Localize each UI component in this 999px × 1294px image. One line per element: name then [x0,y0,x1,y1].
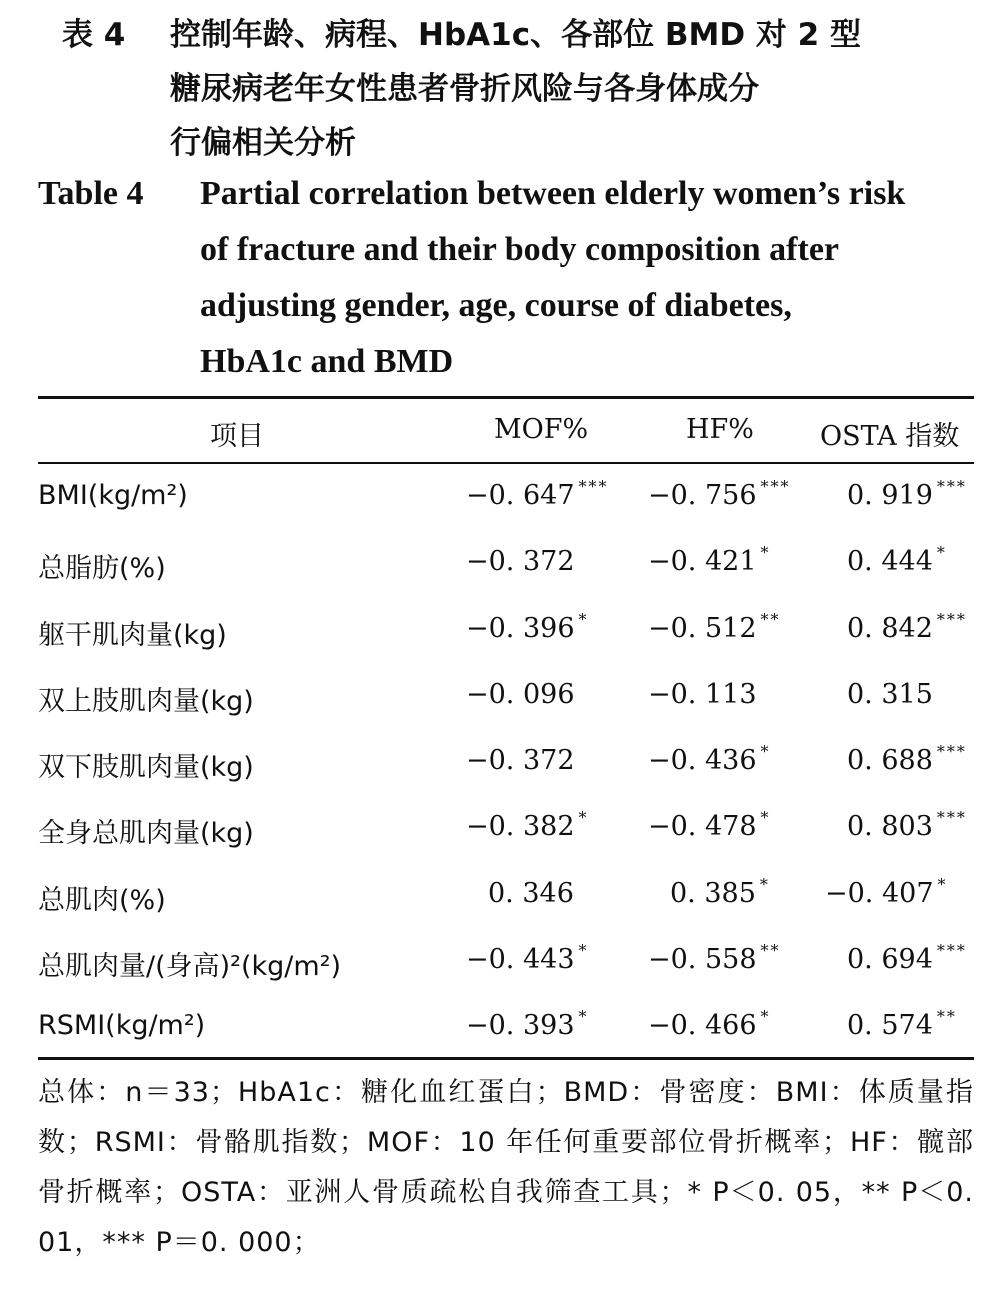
cell-hf-significance: * [760,543,771,563]
table-header-rule [38,462,974,464]
cell-mof [466,609,589,644]
cell-osta [847,477,967,511]
cell-osta-value: 0. 574 [847,1010,933,1042]
row-item-label: 双下肢肌肉量(kg) [38,752,254,784]
table-row [38,930,974,996]
cell-osta [847,679,937,710]
header-mof: MOF% [494,414,589,445]
cell-hf-significance: * [760,808,771,828]
cell-mof [466,546,579,577]
cell-hf-value: −0. 558 [648,944,757,976]
cell-hf-value: 0. 385 [670,877,756,909]
cell-hf-value: −0. 512 [648,612,757,644]
cell-osta-significance: * [937,874,948,894]
title-en-line-4: HbA1c and BMD [200,343,454,380]
row-item-label: 全身总肌肉量(kg) [38,818,254,850]
cell-mof-significance: *** [578,477,609,496]
cell-osta-value: 0. 444 [847,546,933,578]
cell-osta-significance: * [936,543,947,563]
title-en-line-3: adjusting gender, age, course of diabetes, [200,287,792,324]
cell-mof-value: −0. 443 [466,944,575,976]
cell-hf-significance: ** [760,941,781,961]
cell-hf [648,941,781,976]
row-item-label: 躯干肌肉量(kg) [38,619,227,651]
title-en-line-2: of fracture and their body composition after [200,231,840,268]
table-title-cn [62,8,861,170]
title-en-line-1: Partial correlation between elderly women’s risk [200,175,906,212]
cell-mof [466,808,589,843]
table-footnote: 总体：n＝33；HbA1c：糖化血红蛋白；BMD：骨密度：BMI：体质量指数；RSMI：骨骼肌指数；MOF：10 年任何重要部位骨折概率；HF：髋部骨折概率；OSTA：亚洲人骨质疏松自我筛查工具；* P＜0. 05，** P＜0. 01，*** P＝0. 000； [38,1077,974,1258]
cell-mof-value: −0. 372 [466,546,575,578]
row-item-label: BMI(kg/m²) [38,480,188,511]
cell-osta-significance: *** [936,808,967,828]
cell-hf-value: −0. 756 [648,480,757,511]
cell-osta [847,742,967,777]
row-item-label: 总肌肉量/(身高)²(kg/m²) [38,951,342,983]
cell-mof-value: 0. 346 [488,877,574,909]
cell-osta-significance: *** [936,941,967,961]
table-row [38,731,974,797]
cell-mof-value: −0. 647 [466,480,575,511]
title-cn-line-3: 行偏相关分析 [170,125,356,161]
table-row [38,797,974,863]
table-row [38,996,974,1062]
cell-osta-significance: *** [936,477,967,496]
cell-hf-value: −0. 421 [648,546,757,578]
cell-hf-value: −0. 466 [648,1010,757,1042]
title-cn-line-2: 糖尿病老年女性患者骨折风险与各身体成分 [170,71,759,107]
cell-osta-value: 0. 315 [847,678,933,710]
cell-mof-value: −0. 096 [466,678,575,710]
table-row [38,864,974,930]
table-header [38,402,974,460]
cell-osta [847,609,967,644]
cell-hf-significance: * [759,874,770,894]
cell-mof-significance: * [578,609,589,629]
cell-hf-significance: * [760,742,771,762]
cell-hf-significance: *** [760,477,791,496]
cell-osta [825,874,948,909]
row-item-label: 总脂肪(%) [38,553,166,585]
title-cn-line-1: 控制年龄、病程、HbA1c、各部位 BMD 对 2 型 [170,17,862,53]
cell-osta-significance: *** [936,609,967,629]
header-hf: HF% [686,414,754,445]
cell-osta [847,1007,957,1042]
cell-osta-value: 0. 919 [847,480,933,511]
cell-hf [648,679,761,710]
cell-osta-value: 0. 694 [847,944,933,976]
cell-hf [648,1007,771,1042]
cell-mof [466,1007,589,1042]
row-item-label: RSMI(kg/m²) [38,1010,206,1042]
row-item-label: 总肌肉(%) [38,884,166,916]
table-label-en: Table 4 [38,175,144,212]
cell-hf-value: −0. 478 [648,811,757,843]
table-title-en [38,166,988,390]
table-body [38,466,974,1063]
cell-mof [466,745,579,776]
cell-mof-significance: * [578,1007,589,1027]
cell-mof [488,878,578,909]
cell-mof-significance: * [578,941,589,961]
table-bottom-rule [38,1057,974,1060]
cell-osta-value: 0. 803 [847,811,933,843]
cell-osta-significance: *** [936,742,967,762]
table-row [38,665,974,731]
cell-hf [648,609,781,644]
cell-hf-value: −0. 113 [648,678,757,710]
cell-mof-value: −0. 396 [466,612,575,644]
table-row [38,466,974,532]
cell-mof-value: −0. 382 [466,811,575,843]
header-item: 项目 [210,421,264,452]
cell-hf [670,874,770,909]
cell-mof-significance: * [578,808,589,828]
table-label-cn: 表 4 [62,17,126,53]
cell-hf [648,477,791,511]
cell-hf-value: −0. 436 [648,745,757,777]
cell-hf [648,543,771,578]
cell-hf [648,808,771,843]
header-osta: OSTA 指数 [820,421,960,452]
table-row [38,599,974,665]
cell-mof [466,679,579,710]
cell-osta-significance: ** [936,1007,957,1027]
cell-osta-value: 0. 842 [847,612,933,644]
cell-osta [847,808,967,843]
cell-hf-significance: ** [760,609,781,629]
cell-mof-value: −0. 372 [466,745,575,777]
table-top-rule [38,396,974,399]
row-item-label: 双上肢肌肉量(kg) [38,685,254,717]
cell-osta-value: −0. 407 [825,877,934,909]
cell-hf-significance: * [760,1007,771,1027]
cell-mof-value: −0. 393 [466,1010,575,1042]
cell-osta-value: 0. 688 [847,745,933,777]
cell-hf [648,742,771,777]
cell-osta [847,543,947,578]
cell-mof [466,477,609,511]
table-row [38,532,974,598]
cell-osta [847,941,967,976]
cell-mof [466,941,589,976]
